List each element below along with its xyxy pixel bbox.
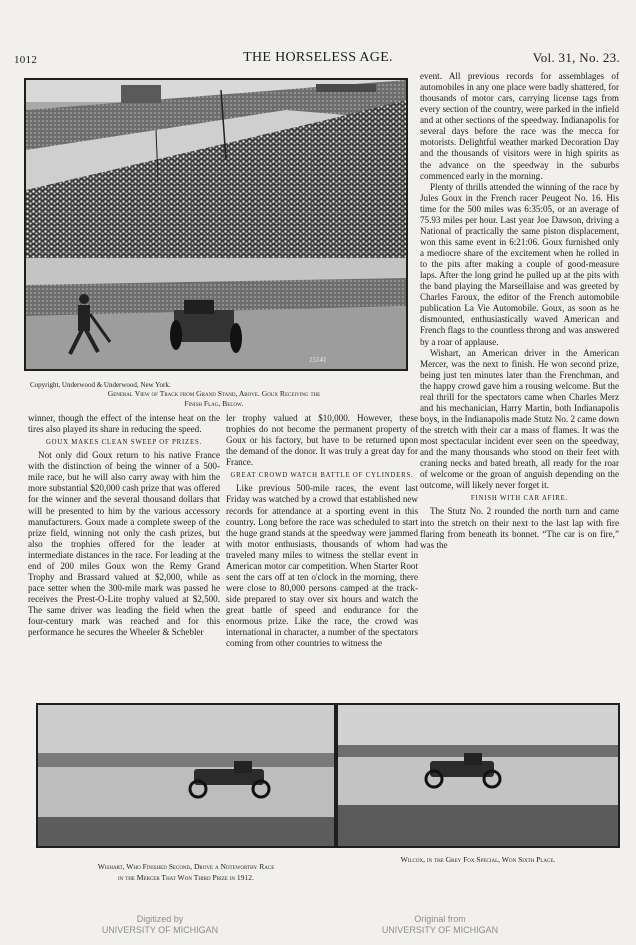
page-number: 1012 [14, 54, 38, 66]
footer-right-line2: UNIVERSITY OF MICHIGAN [381, 925, 499, 935]
top-photo-caption-line1: General View of Track from Grand Stand, Above. Goux Receiving the [107, 389, 321, 398]
bottom-left-caption-line1: Wishart, Who Finished Second, Drove a Noteworthy Race [97, 862, 275, 871]
footer-right [360, 914, 520, 936]
left-paragraph-2: Not only did Goux return to his native France with the distinction of being the winner of a 500-mile race, but he will also carry away with him the more substantial $20,000 cash prize that was offered for the winner and the several thousand dollars that will be presented to him by the various accessory manufacturers. Goux made a complete sweep of the prize field, winning not only the cash prizes, but also the trophies offered for the leader at intermediate distances in the race. For leading at the end of 200 miles Goux won the Remy Grand Trophy and Brassard valued at $2,000, while as pace setter when the 300-mile mark was passed he receives the Prest-O-Lite trophy valued at $2,500. The same driver was leading the field when the four-century mark was reached and for this performance he secures the Wheeler & Schebler [28, 450, 220, 638]
journal-title: THE HORSELESS AGE. [243, 50, 393, 65]
left-paragraph-1: winner, though the effect of the intense heat on the tires also played its share in reducing the speed. [28, 413, 220, 435]
volume-number: Vol. 31, No. 23. [532, 50, 620, 65]
right-paragraph-1: event. All previous records for assemblages of automobiles in any one place were badly shattered, for thousands of motor cars, carrying license tags from every section of the country, were parked in the infield and at other sections of the speedway. Indianapolis for several days before the race was the mecca for motorists. Delightful weather marked Decoration Day and the thousands of visitors were in high spirits as the advance on the speedway in the suburbs commenced early in the morning. [420, 71, 619, 181]
footer-left [80, 914, 240, 936]
middle-subheading: GREAT CROWD WATCH BATTLE OF CYLINDERS. [230, 472, 414, 480]
middle-paragraph-2: Like previous 500-mile races, the event last Friday was watched by a crowd that established new records for attendance at a sporting event in this country. Long before the race was scheduled to start the huge grand stands at the speedway were jammed with motor enthusiasts, thousands of whom had traveled many miles to witness the stellar event in American motor car competition. When Starter Root sent the cars off at ten o'clock in the morning, there were close to 80,000 persons camped at the track-side prepared to stay over six hours and watch the great battle of speed and endurance for the enormous prize. Like the race, the crowd was international in character, a number of the spectators coming from other countries to witness the [226, 483, 418, 649]
footer-left-line2: UNIVERSITY OF MICHIGAN [101, 925, 219, 935]
left-subheading: GOUX MAKES CLEAN SWEEP OF PRIZES. [45, 439, 203, 447]
right-paragraph-4: The Stutz No. 2 rounded the north turn and came into the stretch on their next to the last lap with fire flaring from beneath its bonnet. “The car is on fire,” was the [420, 506, 619, 550]
right-subheading: FINISH WITH CAR AFIRE. [470, 495, 569, 503]
middle-paragraph-1: ler trophy valued at $10,000. However, these trophies do not become the permanent property of Goux or his factory, but have to be returned upon the demand of the donor. It was truly a great day for France. [226, 413, 418, 468]
bottom-right-caption: Wilcox, in the Grey Fox Special, Won Sixth Place. [400, 855, 556, 864]
bottom-photos-frame [36, 703, 620, 848]
top-photo-frame [24, 78, 408, 371]
bottom-photos [38, 705, 618, 846]
footer-left-line1: Digitized by [136, 914, 184, 924]
footer-right-line1: Original from [414, 914, 466, 924]
bottom-left-caption-line2: in the Mercer That Won Third Prize in 1912. [118, 873, 254, 882]
mercer-race-photo [38, 705, 334, 846]
top-photo-caption-line2: Finish Flag, Below. [184, 399, 244, 408]
plate-number: 15141 [309, 356, 327, 364]
right-column [420, 71, 619, 706]
right-paragraph-3: Wishart, an American driver in the American Mercer, was the next to finish. He won second prize, being just ten minutes later than the Frenchman, and the happy crowd gave him a rousing welcome. But the real thrill for the spectators came when Charles Merz and his mechanician, Harry Martin, both Indianapolis boys, in the Indianapolis made Stutz No. 2 came down the stretch with their car a mass of flames. It was the most spectacular incident ever seen on the speedway, and the many thousands who stood on their feet with craning necks and bated breath, all ready for the roar of welcome or the groan of anguish depending on the outcome, will likely never forget it. [420, 347, 619, 491]
middle-column [226, 413, 418, 707]
grey-fox-race-photo [338, 705, 618, 846]
copyright-credit: Copyright, Underwood & Underwood, New York. [30, 381, 171, 389]
left-column [28, 413, 220, 707]
right-paragraph-2: Plenty of thrills attended the winning of the race by Jules Goux in the French racer Peugeot No. 16. His time for the 500 miles was 6:35:05, or an average of 75.93 miles per hour. Last year Joe Dawson, driving a National of practically the same piston displacement, won this same event in 6:21:06. Goux furnished only a mediocre share of the excitement when he rolled in to the pits after making a couple of good-measure laps. After the long grind he pulled up at the pits with the band playing the Marseillaise and was greeted by Charles Faroux, the editor of the French automobile publication La Vie Automobile. Goux, as soon as he dismounted, enthusiastically waved American and French flags to the countless throng and was answered by a roar of applause. [420, 181, 619, 347]
grandstand-photo [26, 80, 406, 369]
